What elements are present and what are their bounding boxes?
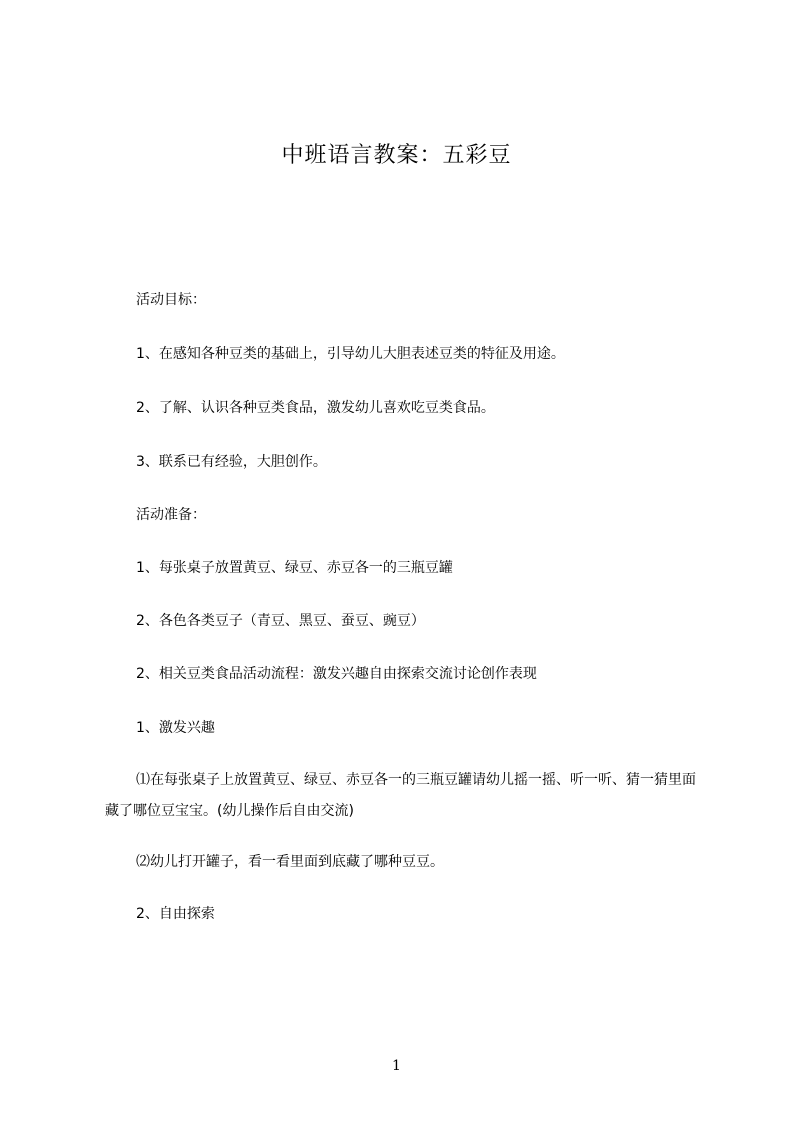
paragraph: 2、了解、认识各种豆类食品，激发幼儿喜欢吃豆类食品。 [136,400,495,416]
document-title: 中班语言教案：五彩豆 [281,143,512,168]
paragraph-text: ⑴在每张桌子上放置黄豆、绿豆、赤豆各一的三瓶豆罐请幼儿摇一摇、听一听、猜一猜里面藏了哪位豆宝宝。(幼儿操作后自由交流) [105,772,696,819]
section-heading-goals: 活动目标： [136,292,206,308]
paragraph: ⑵幼儿打开罐子，看一看里面到底藏了哪种豆豆。 [136,854,444,870]
paragraph: 3、联系已有经验，大胆创作。 [136,454,327,470]
paragraph-wrapped [105,765,705,827]
paragraph: 2、相关豆类食品活动流程：激发兴趣自由探索交流讨论创作表现 [136,666,537,682]
paragraph: 1、在感知各种豆类的基础上，引导幼儿大胆表述豆类的特征及用途。 [136,346,565,362]
paragraph: 2、自由探索 [136,906,215,922]
section-heading-preparation: 活动准备： [136,507,206,523]
page-number: 1 [392,1058,401,1074]
paragraph: 1、每张桌子放置黄豆、绿豆、赤豆各一的三瓶豆罐 [136,560,453,576]
paragraph: 2、各色各类豆子（青豆、黑豆、蚕豆、豌豆） [136,613,425,629]
paragraph: 1、激发兴趣 [136,720,215,736]
